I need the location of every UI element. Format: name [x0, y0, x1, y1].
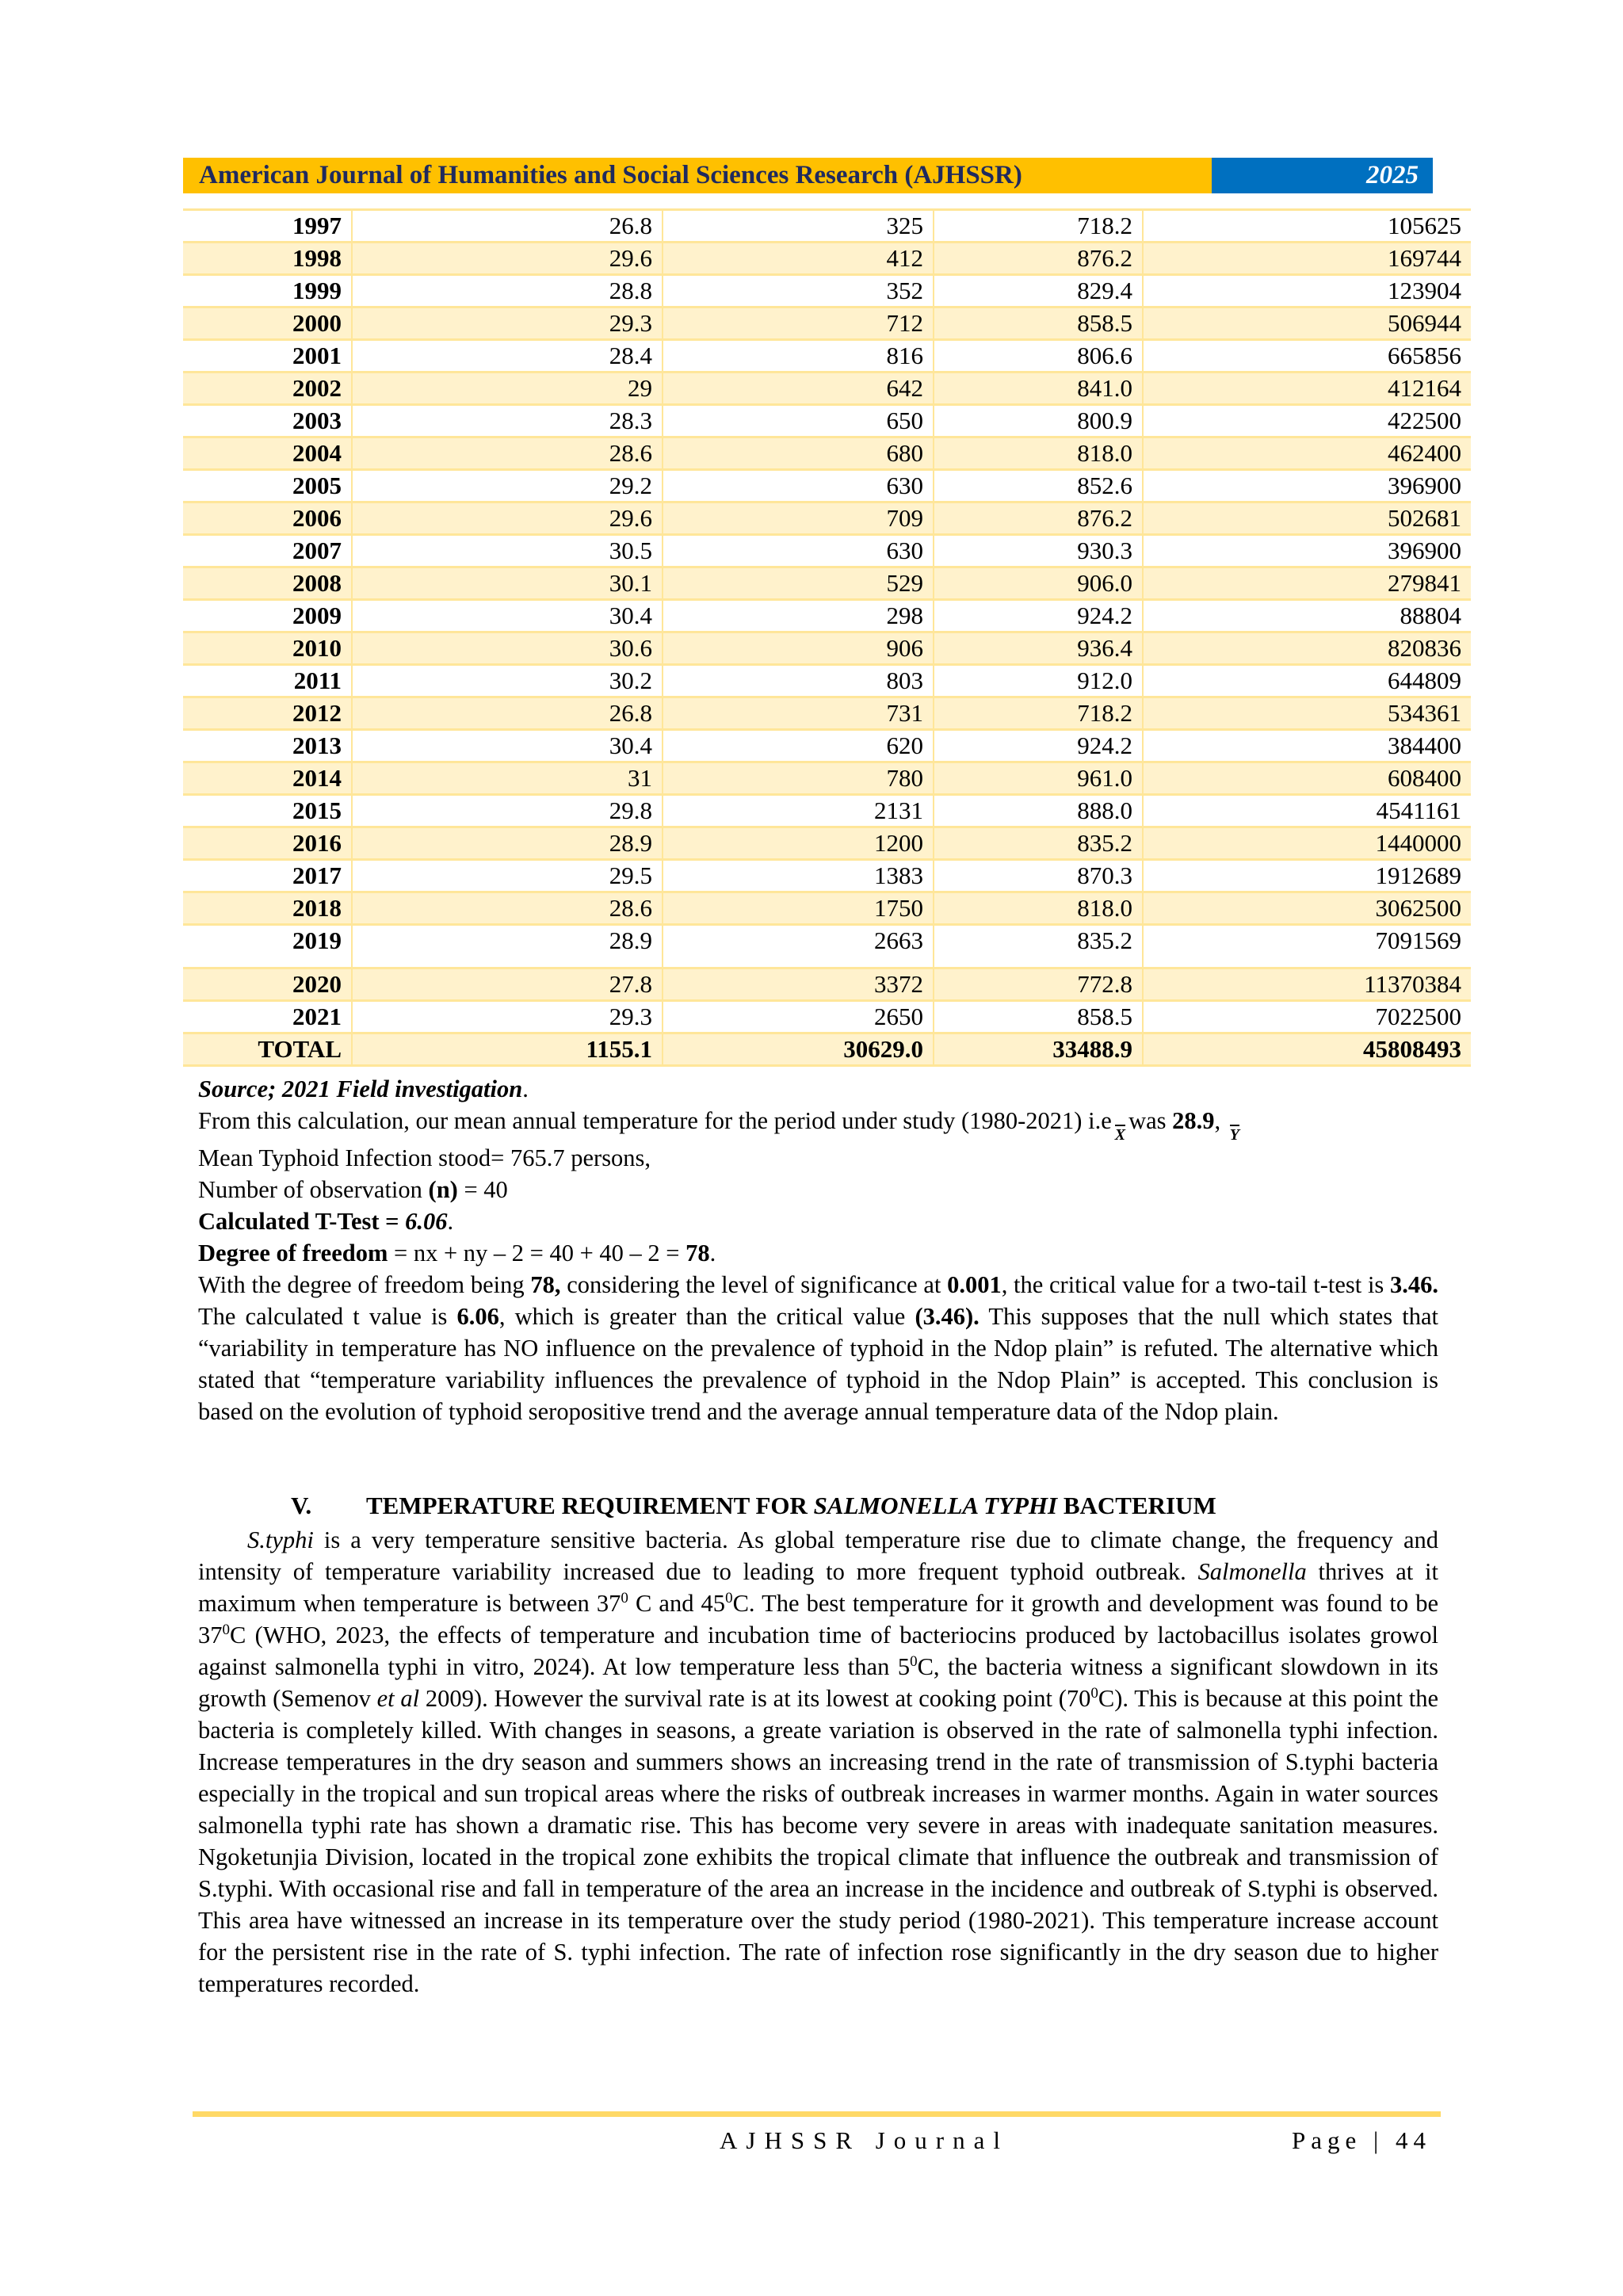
value-cell: 7091569 — [1143, 925, 1471, 968]
text-run: C (WHO, 2023, the effects of temperature and incubation time of bacteriocins produced by lactobacillus isolates growol against salmonella typhi in vitro, 2024). At low temperature less than 5 — [198, 1622, 1438, 1680]
value-cell: 650 — [663, 405, 934, 437]
value-cell: 2650 — [663, 1001, 934, 1033]
year-cell: 2001 — [183, 340, 352, 372]
paragraph — [198, 1524, 1438, 2000]
value-cell: 924.2 — [934, 600, 1143, 632]
value-cell: 772.8 — [934, 968, 1143, 1001]
table-row — [183, 697, 1471, 730]
year-cell: 2020 — [183, 968, 352, 1001]
value-cell: 665856 — [1143, 340, 1471, 372]
text-run: Mean Typhoid Infection stood= 765.7 persons, — [198, 1144, 651, 1171]
text-run: . — [447, 1208, 454, 1235]
value-cell: 1383 — [663, 860, 934, 892]
value-cell: 29 — [352, 372, 663, 405]
value-cell: 841.0 — [934, 372, 1143, 405]
journal-title: American Journal of Humanities and Social Sciences Research (AJHSSR) — [183, 158, 1212, 193]
value-cell: 11370384 — [1143, 968, 1471, 1001]
table-row — [183, 437, 1471, 470]
value-cell: 712 — [663, 308, 934, 340]
value-cell: 502681 — [1143, 502, 1471, 535]
value-cell: 28.6 — [352, 437, 663, 470]
value-cell: 396900 — [1143, 470, 1471, 502]
value-cell: 29.5 — [352, 860, 663, 892]
value-cell: 27.8 — [352, 968, 663, 1001]
table-row — [183, 502, 1471, 535]
table-row — [183, 470, 1471, 502]
year-cell: 1999 — [183, 275, 352, 308]
value-cell: 718.2 — [934, 210, 1143, 243]
value-cell: 1155.1 — [352, 1033, 663, 1066]
text-run: considering the level of significance at — [560, 1271, 948, 1298]
text-run: 0 — [725, 1589, 733, 1606]
text-run: 0 — [910, 1652, 918, 1670]
text-run: C). This is because at this point the bacteria is completely killed. With changes in seasons, a greate variation is observed in the rate of salmonella typhi infection. Increase temperatures in the dry season and summers shows an increasing trend in the rate of transmission of S.typhi bacteria especially in the tropical and sun tropical areas where the risks of outbreak increases in warmer months. Again in water sources salmonella typhi rate has shown a dramatic rise. This has become very severe in areas with inadequate sanitation measures. Ngoketunjia Division, located in the tropical zone exhibits the tropical climate that influence the outbreak and transmission of S.typhi. With occasional rise and fall in temperature of the area an increase in the incidence and outbreak of S.typhi is observed. This area have witnessed an increase in its temperature over the study period (1980-2021). This temperature increase account for the persistent rise in the rate of S. typhi infection. The rate of infection rose significantly in the dry season due to higher temperatures recorded. — [198, 1685, 1438, 1997]
year-cell: 2017 — [183, 860, 352, 892]
value-cell: 820836 — [1143, 632, 1471, 665]
value-cell: 803 — [663, 665, 934, 697]
table-row — [183, 275, 1471, 308]
value-cell: 858.5 — [934, 308, 1143, 340]
text-run: BACTERIUM — [1057, 1492, 1216, 1519]
value-cell: 800.9 — [934, 405, 1143, 437]
text-run: 28.9 — [1172, 1107, 1215, 1134]
table-row — [183, 795, 1471, 827]
table-row — [183, 892, 1471, 925]
value-cell: 2663 — [663, 925, 934, 968]
table-row — [183, 730, 1471, 762]
section-number: V. — [291, 1492, 312, 1519]
table-row — [183, 665, 1471, 697]
table-row — [183, 762, 1471, 795]
value-cell: 298 — [663, 600, 934, 632]
value-cell: 1750 — [663, 892, 934, 925]
text-run: SALMONELLA TYPHI — [813, 1492, 1058, 1519]
value-cell: 29.8 — [352, 795, 663, 827]
value-cell: 642 — [663, 372, 934, 405]
text-run: (n) — [428, 1176, 458, 1203]
text-run: et al — [376, 1685, 420, 1712]
value-cell: 709 — [663, 502, 934, 535]
footer-page-number: Page | 44 — [1292, 2126, 1431, 2154]
year-cell: 2014 — [183, 762, 352, 795]
text-run: 0 — [621, 1589, 628, 1606]
value-cell: 644809 — [1143, 665, 1471, 697]
section-heading — [291, 1492, 1216, 1520]
table-row — [183, 925, 1471, 968]
value-cell: 1200 — [663, 827, 934, 860]
year-cell: 2011 — [183, 665, 352, 697]
value-cell: 29.6 — [352, 243, 663, 275]
value-cell: 29.3 — [352, 308, 663, 340]
text-run: . — [709, 1240, 716, 1266]
value-cell: 396900 — [1143, 535, 1471, 567]
value-cell: 888.0 — [934, 795, 1143, 827]
year-cell: 2019 — [183, 925, 352, 968]
table-row — [183, 535, 1471, 567]
value-cell: 876.2 — [934, 502, 1143, 535]
value-cell: 858.5 — [934, 1001, 1143, 1033]
text-run: From this calculation, our mean annual temperature for the period under study (1980-2021) i.e — [198, 1107, 1112, 1134]
table-row — [183, 860, 1471, 892]
value-cell: 123904 — [1143, 275, 1471, 308]
table-row — [183, 567, 1471, 600]
value-cell: 620 — [663, 730, 934, 762]
statistics-text — [198, 1073, 1438, 1427]
year-cell: TOTAL — [183, 1033, 352, 1066]
text-run: , the critical value for a two-tail t-test is — [1001, 1271, 1391, 1298]
text-run: C and 45 — [628, 1590, 726, 1617]
value-cell: 930.3 — [934, 535, 1143, 567]
year-cell: 1998 — [183, 243, 352, 275]
value-cell: 325 — [663, 210, 934, 243]
value-cell: 961.0 — [934, 762, 1143, 795]
value-cell: 412164 — [1143, 372, 1471, 405]
paragraph — [198, 1205, 1438, 1237]
year-cell: 2010 — [183, 632, 352, 665]
value-cell: 2131 — [663, 795, 934, 827]
text-run: Number of observation — [198, 1176, 429, 1203]
value-cell: 3062500 — [1143, 892, 1471, 925]
value-cell: 31 — [352, 762, 663, 795]
value-cell: 88804 — [1143, 600, 1471, 632]
text-run: = nx + ny – 2 = 40 + 40 – 2 = — [388, 1240, 686, 1266]
value-cell: 412 — [663, 243, 934, 275]
text-run: 0.001 — [947, 1271, 1002, 1298]
table-row — [183, 968, 1471, 1001]
text-run: thrives at it maximum when temperature is between 37 — [198, 1558, 1438, 1617]
value-cell: 1912689 — [1143, 860, 1471, 892]
value-cell: 29.3 — [352, 1001, 663, 1033]
year-cell: 2012 — [183, 697, 352, 730]
table-row — [183, 372, 1471, 405]
year-cell: 2002 — [183, 372, 352, 405]
value-cell: 279841 — [1143, 567, 1471, 600]
value-cell: 876.2 — [934, 243, 1143, 275]
value-cell: 506944 — [1143, 308, 1471, 340]
text-run: 3.46. — [1390, 1271, 1439, 1298]
value-cell: 28.9 — [352, 925, 663, 968]
table-row — [183, 827, 1471, 860]
value-cell: 912.0 — [934, 665, 1143, 697]
paragraph — [198, 1237, 1438, 1269]
table-row — [183, 632, 1471, 665]
year-cell: 2013 — [183, 730, 352, 762]
value-cell: 422500 — [1143, 405, 1471, 437]
text-run: S.typhi — [247, 1526, 314, 1553]
value-cell: 29.2 — [352, 470, 663, 502]
text-run: Salmonella — [1197, 1558, 1307, 1585]
table-row — [183, 600, 1471, 632]
year-cell: 2004 — [183, 437, 352, 470]
value-cell: 28.6 — [352, 892, 663, 925]
year-cell: 2003 — [183, 405, 352, 437]
text-run: TEMPERATURE REQUIREMENT FOR — [366, 1492, 814, 1519]
text-run: 0 — [222, 1621, 230, 1638]
text-run: 6.06 — [405, 1208, 448, 1235]
value-cell: 529 — [663, 567, 934, 600]
text-run: is a very temperature sensitive bacteria. As global temperature rise due to climate change, the frequency and intensity of temperature variability increased due to leading to more frequent typhoid outbreak. — [198, 1526, 1438, 1585]
value-cell: 835.2 — [934, 827, 1143, 860]
table-row — [183, 340, 1471, 372]
value-cell: 630 — [663, 470, 934, 502]
value-cell: 169744 — [1143, 243, 1471, 275]
text-run: With the degree of freedom being — [198, 1271, 531, 1298]
journal-year: 2025 — [1212, 158, 1433, 193]
value-cell: 731 — [663, 697, 934, 730]
text-run: (3.46). — [915, 1303, 980, 1330]
paragraph — [198, 1174, 1438, 1205]
value-cell: 924.2 — [934, 730, 1143, 762]
year-cell: 2016 — [183, 827, 352, 860]
value-cell: 680 — [663, 437, 934, 470]
table-row — [183, 1001, 1471, 1033]
table-row — [183, 243, 1471, 275]
value-cell: 3372 — [663, 968, 934, 1001]
value-cell: 26.8 — [352, 697, 663, 730]
text-run: The calculated t value is — [198, 1303, 457, 1330]
text-run: 6.06 — [456, 1303, 499, 1330]
year-cell: 2009 — [183, 600, 352, 632]
text-run: C, the bacteria witness a significant slowdown in its growth (Semenov — [198, 1653, 1438, 1712]
text-run: was — [1128, 1107, 1173, 1134]
value-cell: 30.5 — [352, 535, 663, 567]
text-run: = 40 — [457, 1176, 508, 1203]
text-run: 78, — [530, 1271, 561, 1298]
text-run: Calculated T-Test = — [198, 1208, 406, 1235]
text-run: C. The best temperature for it growth and development was found to be 37 — [198, 1590, 1438, 1648]
value-cell: 7022500 — [1143, 1001, 1471, 1033]
value-cell: 906 — [663, 632, 934, 665]
text-run: 78 — [685, 1240, 710, 1266]
value-cell: 30.6 — [352, 632, 663, 665]
value-cell: 28.3 — [352, 405, 663, 437]
table-row — [183, 405, 1471, 437]
value-cell: 30629.0 — [663, 1033, 934, 1066]
value-cell: 384400 — [1143, 730, 1471, 762]
text-run: This supposes that the null which states that “variability in temperature has NO influence on the prevalence of typhoid in the Ndop plain” is refuted. The alternative which stated that “temperature variability influences the prevalence of typhoid in the Ndop Plain” is accepted. This conclusion is based on the evolution of typhoid seropositive trend and the average annual temperature data of the Ndop plain. — [198, 1303, 1438, 1425]
text-run: 0 — [1090, 1684, 1098, 1702]
value-cell: 28.4 — [352, 340, 663, 372]
data-table — [183, 208, 1471, 1067]
value-cell: 105625 — [1143, 210, 1471, 243]
mean-symbol: Y — [1229, 1126, 1239, 1144]
section-body — [198, 1524, 1438, 2000]
value-cell: 806.6 — [934, 340, 1143, 372]
value-cell: 26.8 — [352, 210, 663, 243]
value-cell: 835.2 — [934, 925, 1143, 968]
value-cell: 30.4 — [352, 730, 663, 762]
text-run: Degree of freedom — [198, 1240, 388, 1266]
year-cell: 2021 — [183, 1001, 352, 1033]
value-cell: 936.4 — [934, 632, 1143, 665]
value-cell: 28.8 — [352, 275, 663, 308]
value-cell: 870.3 — [934, 860, 1143, 892]
table-row — [183, 210, 1471, 243]
value-cell: 33488.9 — [934, 1033, 1143, 1066]
value-cell: 906.0 — [934, 567, 1143, 600]
value-cell: 462400 — [1143, 437, 1471, 470]
value-cell: 780 — [663, 762, 934, 795]
value-cell: 29.6 — [352, 502, 663, 535]
mean-symbol: X — [1114, 1126, 1126, 1144]
text-run: . — [522, 1075, 529, 1102]
year-cell: 2007 — [183, 535, 352, 567]
year-cell: 2005 — [183, 470, 352, 502]
value-cell: 28.9 — [352, 827, 663, 860]
footer-journal: AJHSSR Journal — [720, 2126, 1010, 2154]
value-cell: 818.0 — [934, 892, 1143, 925]
value-cell: 30.1 — [352, 567, 663, 600]
year-cell: 2008 — [183, 567, 352, 600]
journal-header — [183, 158, 1433, 193]
value-cell: 718.2 — [934, 697, 1143, 730]
value-cell: 818.0 — [934, 437, 1143, 470]
text-run: Source; 2021 Field investigation — [198, 1075, 523, 1102]
value-cell: 852.6 — [934, 470, 1143, 502]
value-cell: 30.4 — [352, 600, 663, 632]
year-cell: 2015 — [183, 795, 352, 827]
paragraph — [198, 1142, 1438, 1174]
footer-rule — [193, 2111, 1441, 2117]
text-run: , which is greater than the critical value — [498, 1303, 915, 1330]
text-run: 2009). However the survival rate is at its lowest at cooking point (70 — [419, 1685, 1091, 1712]
paragraph — [198, 1073, 1438, 1105]
paragraph — [198, 1269, 1438, 1427]
text-run: , — [1214, 1107, 1227, 1134]
value-cell: 45808493 — [1143, 1033, 1471, 1066]
value-cell: 829.4 — [934, 275, 1143, 308]
year-cell: 2018 — [183, 892, 352, 925]
year-cell: 2000 — [183, 308, 352, 340]
value-cell: 4541161 — [1143, 795, 1471, 827]
table-row — [183, 308, 1471, 340]
value-cell: 534361 — [1143, 697, 1471, 730]
value-cell: 1440000 — [1143, 827, 1471, 860]
paragraph — [198, 1105, 1438, 1142]
value-cell: 352 — [663, 275, 934, 308]
year-cell: 1997 — [183, 210, 352, 243]
value-cell: 30.2 — [352, 665, 663, 697]
value-cell: 608400 — [1143, 762, 1471, 795]
value-cell: 816 — [663, 340, 934, 372]
value-cell: 630 — [663, 535, 934, 567]
table-row — [183, 1033, 1471, 1066]
year-cell: 2006 — [183, 502, 352, 535]
